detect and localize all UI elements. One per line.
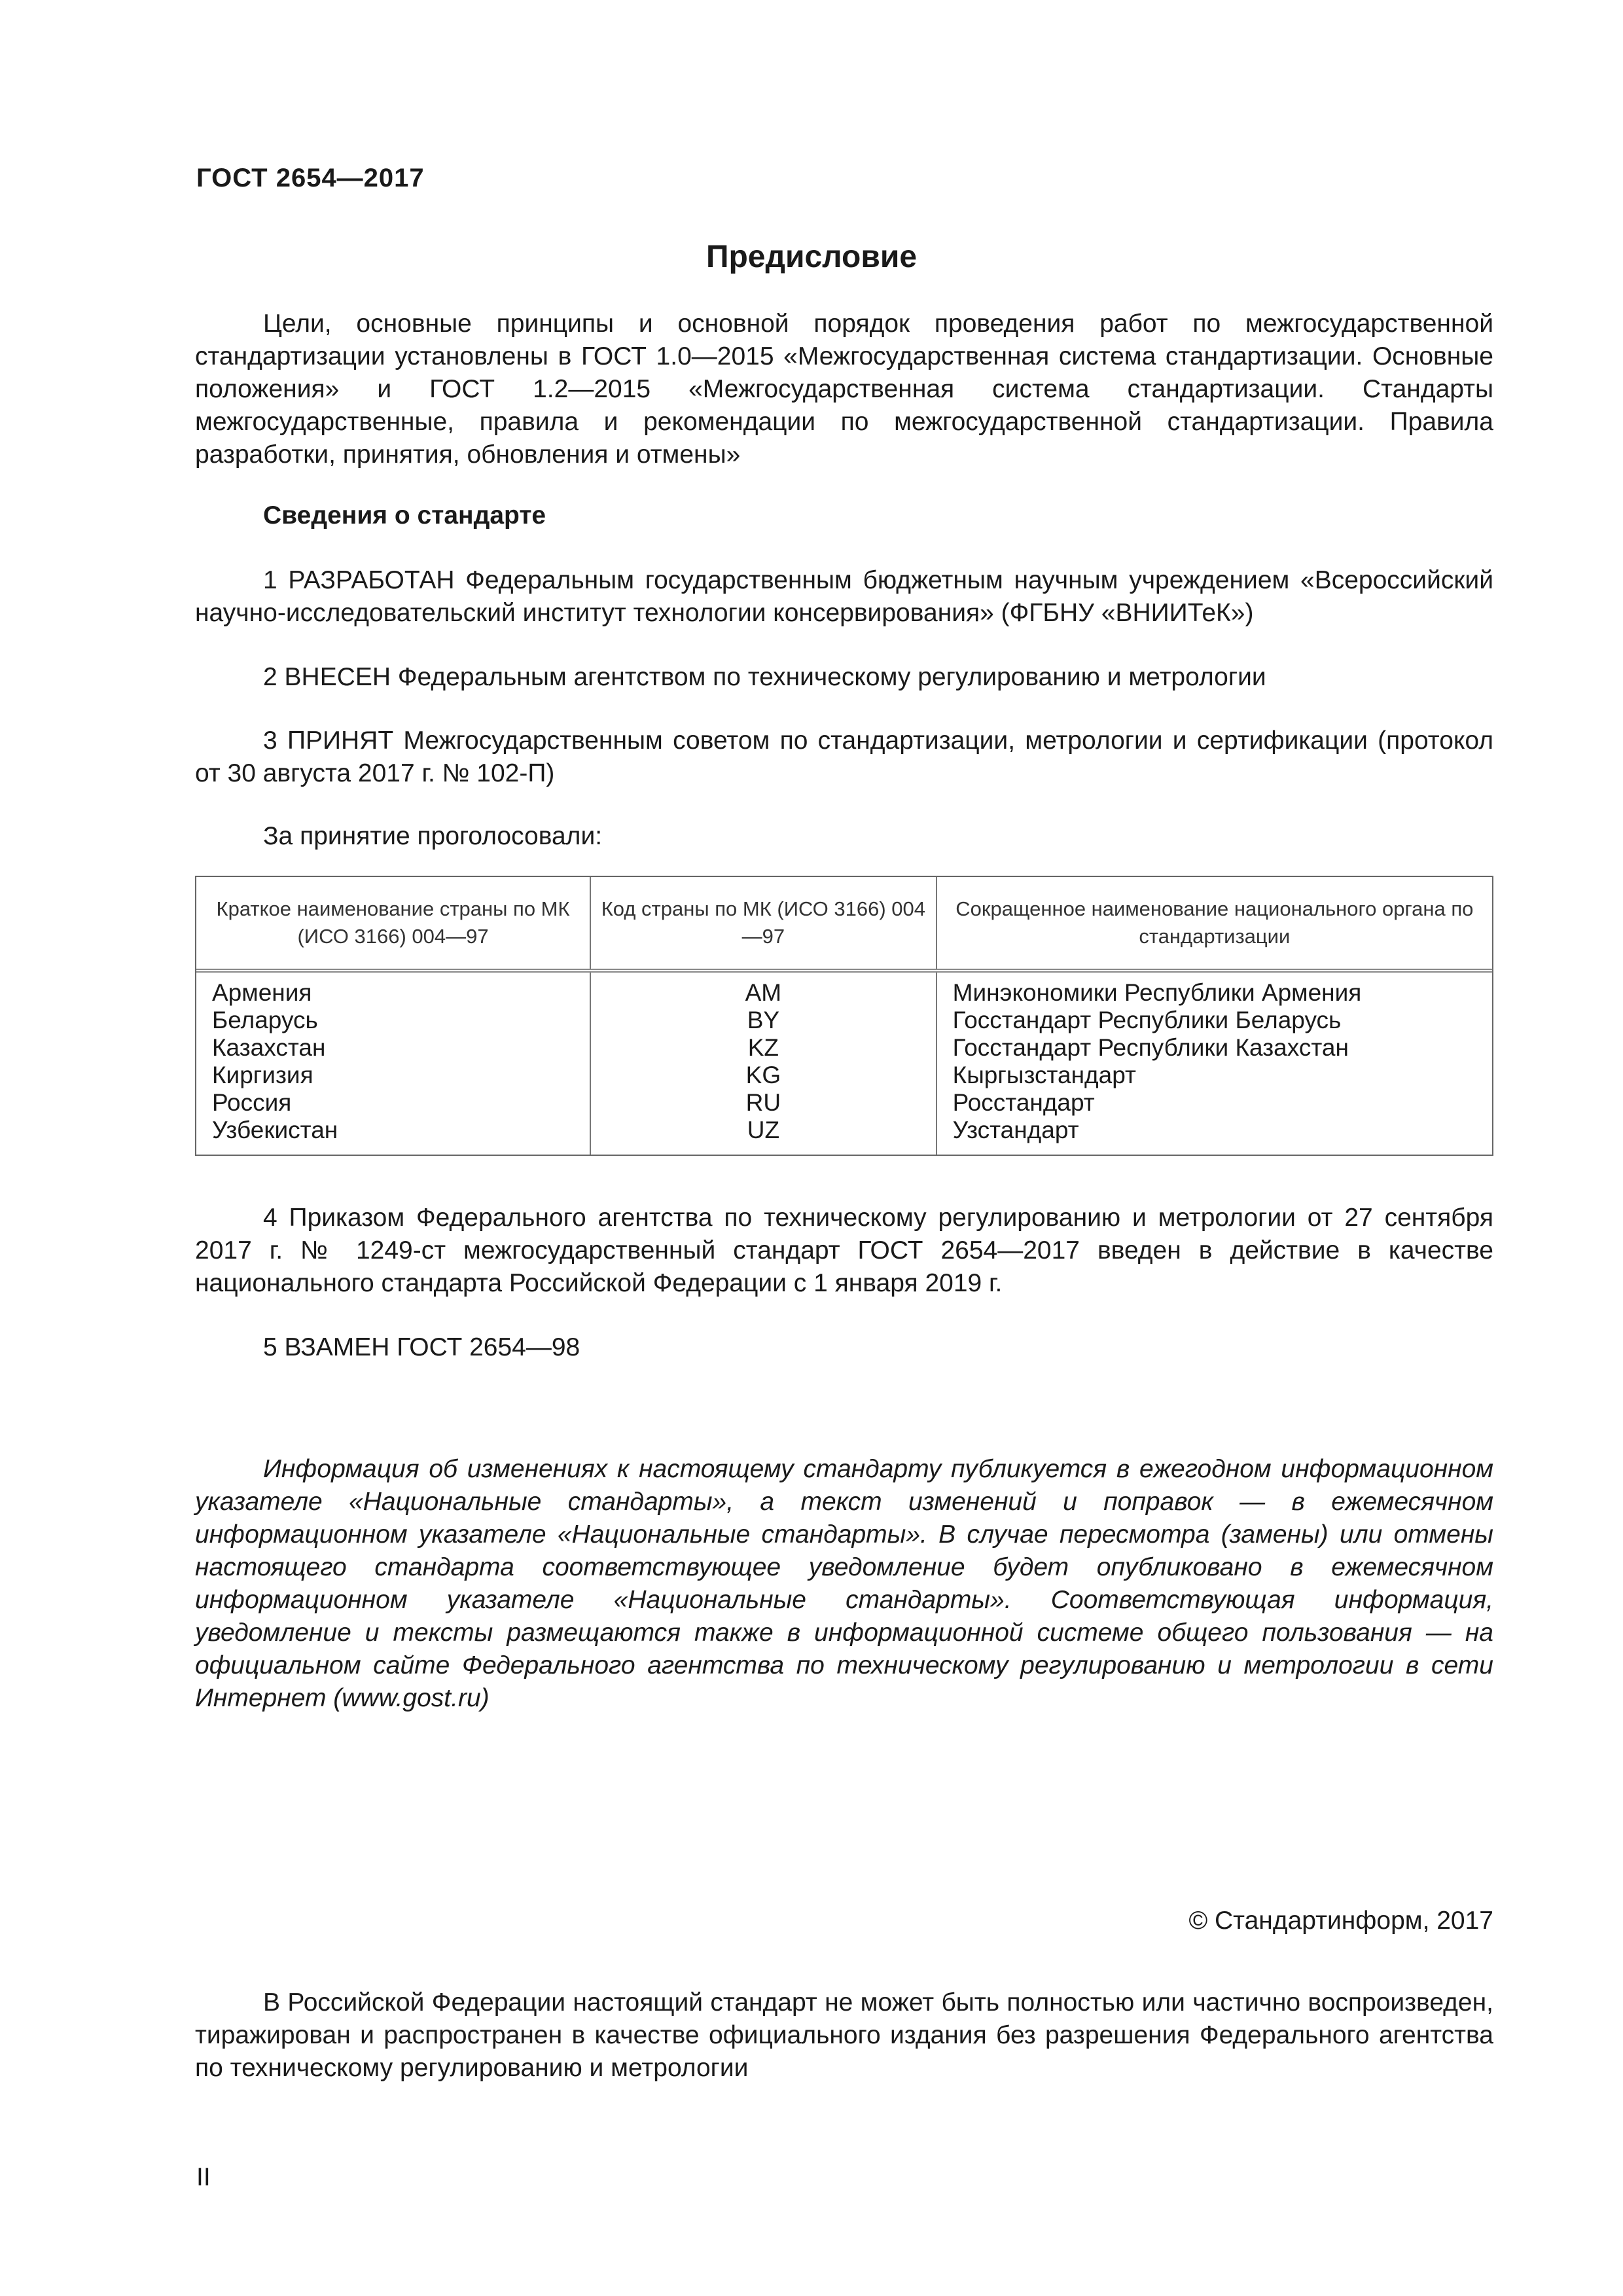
column-header-code: Код страны по МК (ИСО 3166) 004—97 (590, 877, 936, 971)
page-number: II (196, 2163, 211, 2191)
country-name: Армения (212, 979, 312, 1006)
voting-table-frame (195, 876, 1493, 1156)
item-4-paragraph: 4 Приказом Федерального агентства по техническому регулированию и метрологии от 27 сентября 2017 г. № 1249-ст межгосударственный стандарт ГОСТ 2654—2017 введен в действие в качестве национального стандарта Российской Федерации с 1 января 2019 г. (195, 1204, 1493, 1297)
table-row (196, 971, 1492, 1155)
voting-table (196, 877, 1492, 1155)
item-3-section (195, 725, 1493, 790)
item-1-section (195, 564, 1493, 630)
country-name: Россия (212, 1089, 292, 1116)
country-name: Казахстан (212, 1034, 326, 1061)
item-2-section (195, 661, 1493, 694)
body-list-cell (936, 971, 1492, 1155)
country-code: KZ (747, 1034, 779, 1061)
reproduction-notice: В Российской Федерации настоящий стандарт не может быть полностью или частично воспроизведен, тиражирован и распространен в качестве официального издания без разрешения Федерального агентства по техническому регулированию и метрологии (195, 1988, 1493, 2082)
country-list-cell (196, 971, 590, 1155)
country-code: AM (745, 979, 782, 1006)
standards-body: Госстандарт Республики Беларусь (952, 1007, 1342, 1033)
intro-section (195, 308, 1493, 471)
item-5-paragraph: 5 ВЗАМЕН ГОСТ 2654—98 (263, 1333, 580, 1361)
country-code: BY (747, 1007, 780, 1033)
column-header-body: Сокращенное наименование национального органа по стандартизации (936, 877, 1492, 971)
country-name: Киргизия (212, 1062, 313, 1088)
item-2-paragraph: 2 ВНЕСЕН Федеральным агентством по техническому регулированию и метрологии (263, 663, 1266, 691)
code-list-cell (590, 971, 936, 1155)
country-code: KG (745, 1062, 781, 1088)
copyright-notice: © Стандартинформ, 2017 (1188, 1907, 1493, 1935)
item-4-section (195, 1202, 1493, 1300)
item-3-paragraph: 3 ПРИНЯТ Межгосударственным советом по стандартизации, метрологии и сертификации (протокол от 30 августа 2017 г. № 102-П) (195, 726, 1493, 787)
reproduction-notice-section (195, 1986, 1493, 2085)
country-code: UZ (747, 1117, 780, 1143)
voting-intro-section (195, 820, 1493, 853)
voting-intro-text: За принятие проголосовали: (263, 822, 603, 850)
country-name: Узбекистан (212, 1117, 338, 1143)
standards-body: Узстандарт (952, 1117, 1079, 1143)
item-1-paragraph: 1 РАЗРАБОТАН Федеральным государственным бюджетным научным учреждением «Всероссийский научно-исследовательский институт технологии консервирования» (ФГБНУ «ВНИИТеК») (195, 566, 1493, 627)
country-name: Беларусь (212, 1007, 318, 1033)
standards-body: Росстандарт (952, 1089, 1095, 1116)
document-designation: ГОСТ 2654—2017 (196, 164, 425, 192)
standards-body: Минэкономики Республики Армения (952, 979, 1362, 1006)
standards-body: Кыргызстандарт (952, 1062, 1136, 1088)
column-header-country: Краткое наименование страны по МК (ИСО 3166) 004—97 (196, 877, 590, 971)
table-header-row (196, 877, 1492, 971)
intro-paragraph: Цели, основные принципы и основной порядок проведения работ по межгосударственной стандартизации установлены в ГОСТ 1.0—2015 «Межгосударственная система стандартизации. Основные положения» и ГОСТ 1.2—2015 «Межгосударственная система стандартизации. Стандарты межгосударственные, правила и рекомендации по межгосударственной стандартизации. Правила разработки, принятия, обновления и отмены» (195, 310, 1493, 469)
amendments-info-section (195, 1453, 1493, 1715)
page-title: Предисловие (705, 240, 918, 274)
standards-body: Госстандарт Республики Казахстан (952, 1034, 1349, 1061)
amendments-info-paragraph: Информация об изменениях к настоящему стандарту публикуется в ежегодном информационном указателе «Национальные стандарты», а текст изменений и поправок — в ежемесячном информационном указателе «Национальные стандарты». В случае пересмотра (замены) или отмены настоящего стандарта соответствующее уведомление будет опубликовано в ежемесячном информационном указателе «Национальные стандарты». Соответствующая информация, уведомление и тексты размещаются также в информационной системе общего пользования — на официальном сайте Федерального агентства по техническому регулированию и метрологии в сети Интернет (www.gost.ru) (195, 1455, 1493, 1712)
section-subheading: Сведения о стандарте (263, 501, 546, 529)
country-code: RU (745, 1089, 781, 1116)
item-5-section (195, 1331, 1493, 1364)
